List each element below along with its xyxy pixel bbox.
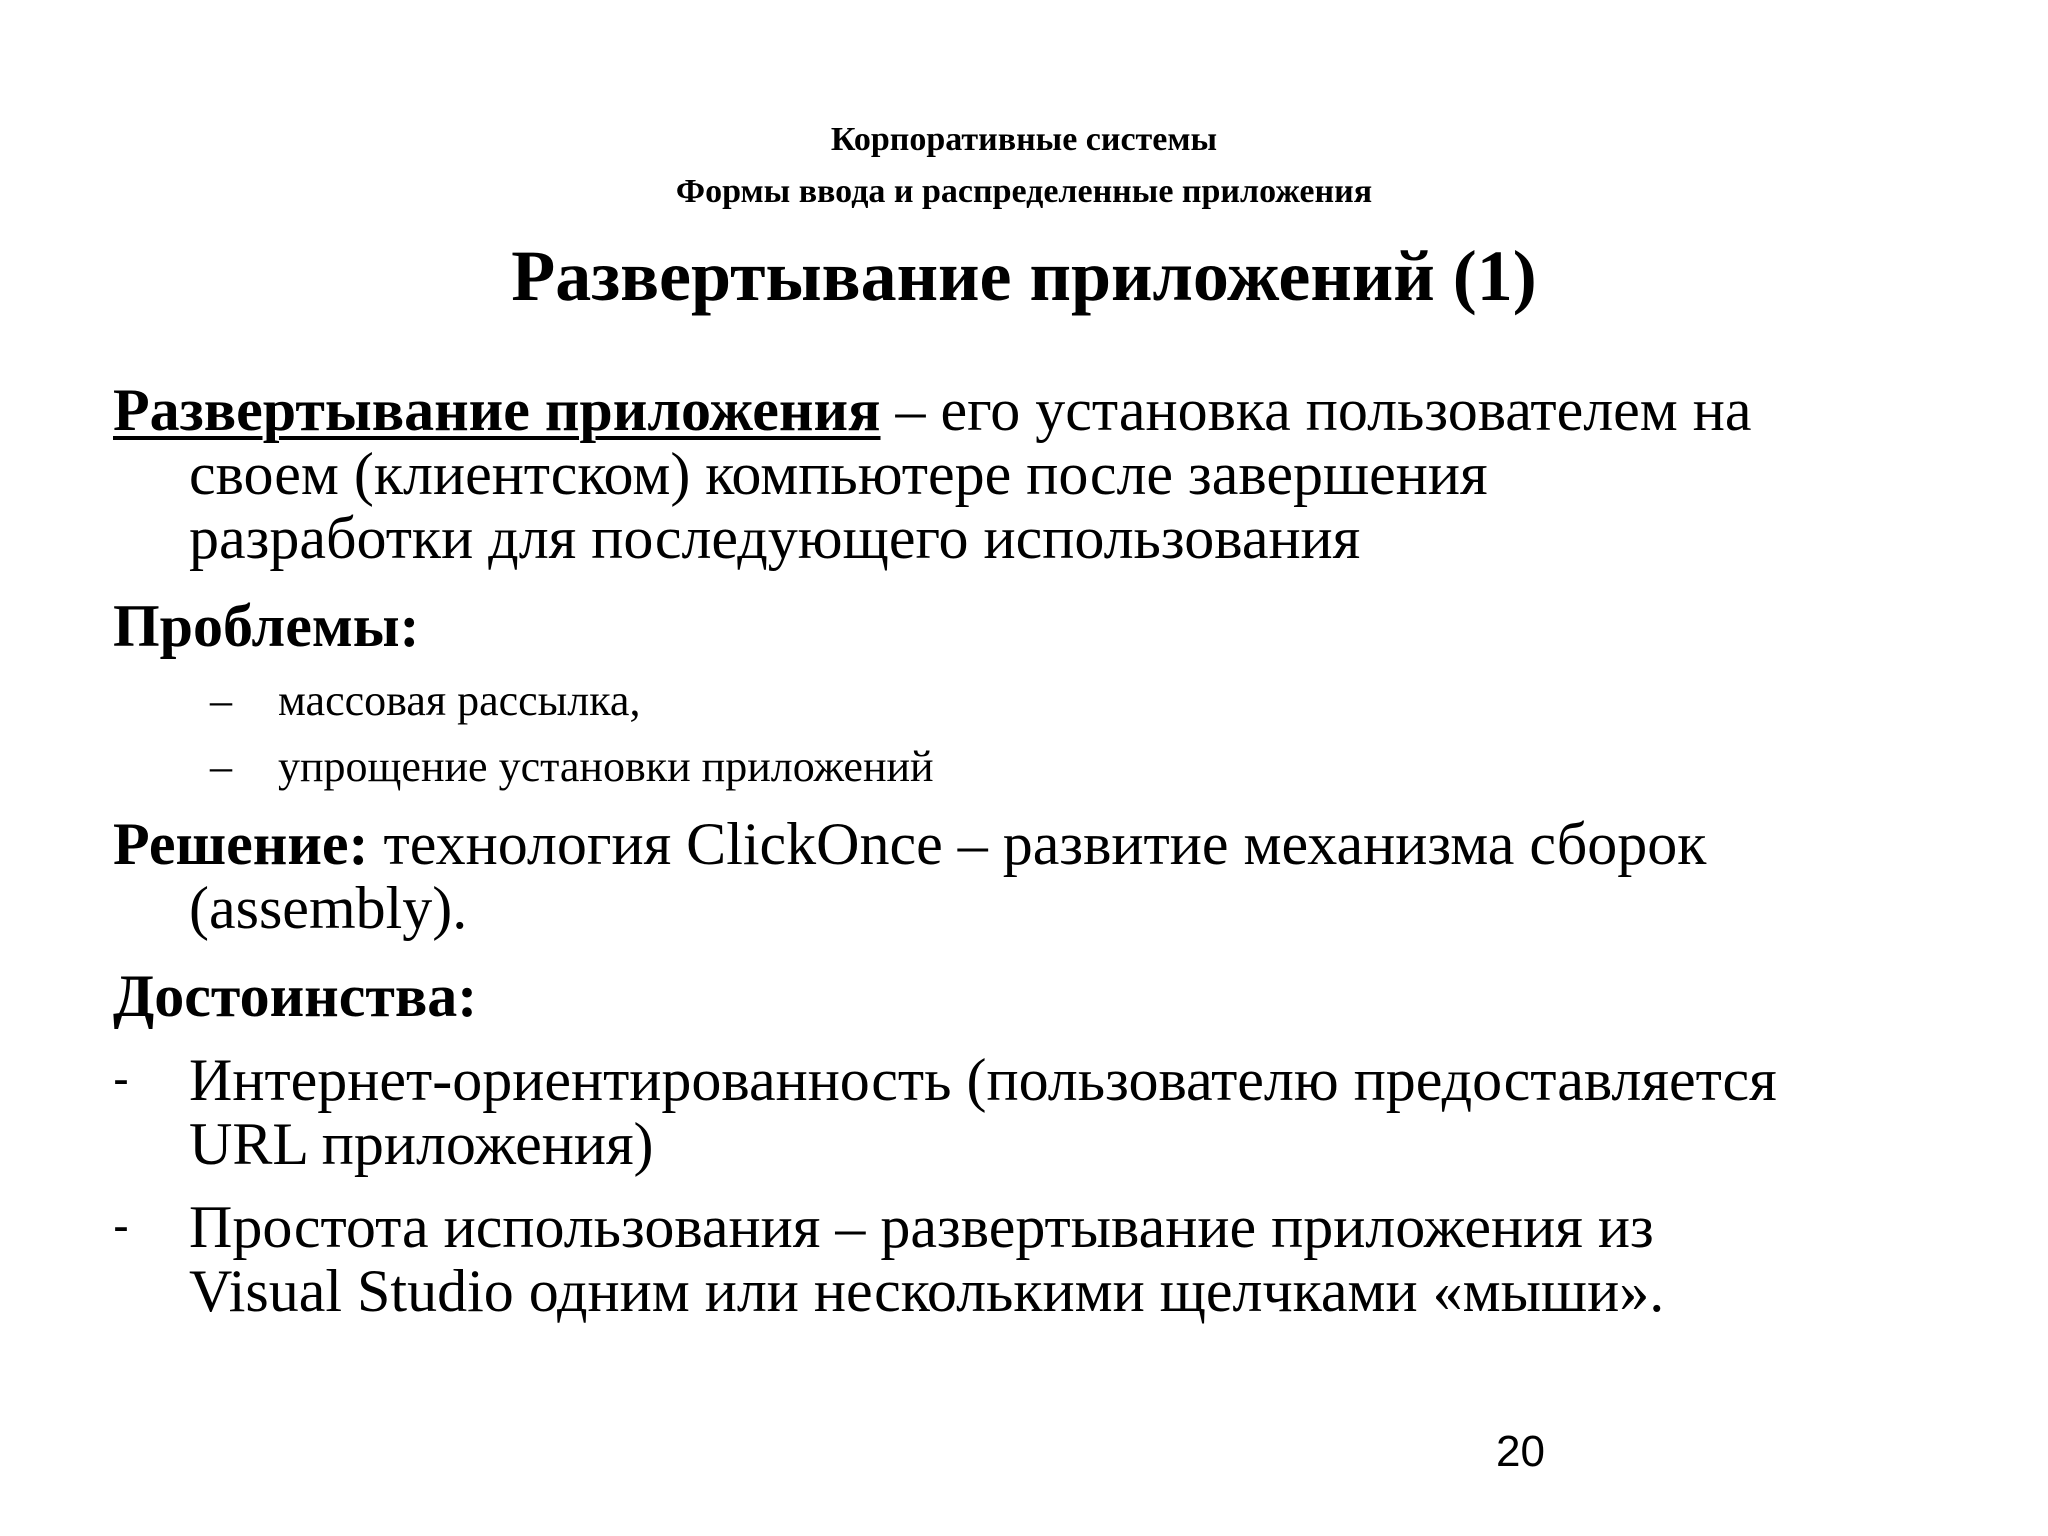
advantage-item xyxy=(113,1048,2013,1176)
problem-item xyxy=(210,740,934,794)
definition-term: Развертывание приложения xyxy=(113,377,881,443)
problem-item-text: упрощение установки приложений xyxy=(278,742,934,791)
definition-text-line2: своем (клиентском) компьютере после завершения xyxy=(189,441,1488,507)
advantage-item-line1: Простота использования – развертывание приложения из xyxy=(189,1194,1654,1260)
course-title: Корпоративные системы xyxy=(830,121,1218,158)
definition-paragraph xyxy=(113,378,2013,570)
problems-heading: Проблемы: xyxy=(113,593,420,659)
problem-item-text: массовая рассылка, xyxy=(278,676,641,725)
definition-text-line1: – его установка пользователем на xyxy=(880,377,1752,443)
solution-text-line1: технология ClickOnce – развитие механизма сборок xyxy=(368,811,1707,877)
slide-title: Развертывание приложений (1) xyxy=(511,236,1537,316)
advantages-heading: Достоинства: xyxy=(113,963,478,1029)
advantage-item-line2: URL приложения) xyxy=(189,1111,654,1177)
advantage-item xyxy=(113,1195,2013,1323)
definition-text-line3: разработки для последующего использования xyxy=(189,505,1361,571)
solution-label: Решение: xyxy=(113,811,369,877)
advantage-item-line1: Интернет-ориентированность (пользователю предоставляется xyxy=(189,1047,1777,1113)
lecture-topic: Формы ввода и распределенные приложения xyxy=(675,173,1373,210)
page-number: 20 xyxy=(1496,1427,1545,1476)
dash-marker: - xyxy=(113,1053,129,1106)
solution-paragraph xyxy=(113,812,2013,940)
dash-marker: - xyxy=(113,1200,129,1253)
problem-item xyxy=(210,674,640,728)
dash-marker: – xyxy=(210,742,232,791)
dash-marker: – xyxy=(210,676,232,725)
solution-text-line2: (assembly). xyxy=(189,875,468,941)
advantage-item-line2: Visual Studio одним или несколькими щелчками «мыши». xyxy=(189,1258,1665,1324)
